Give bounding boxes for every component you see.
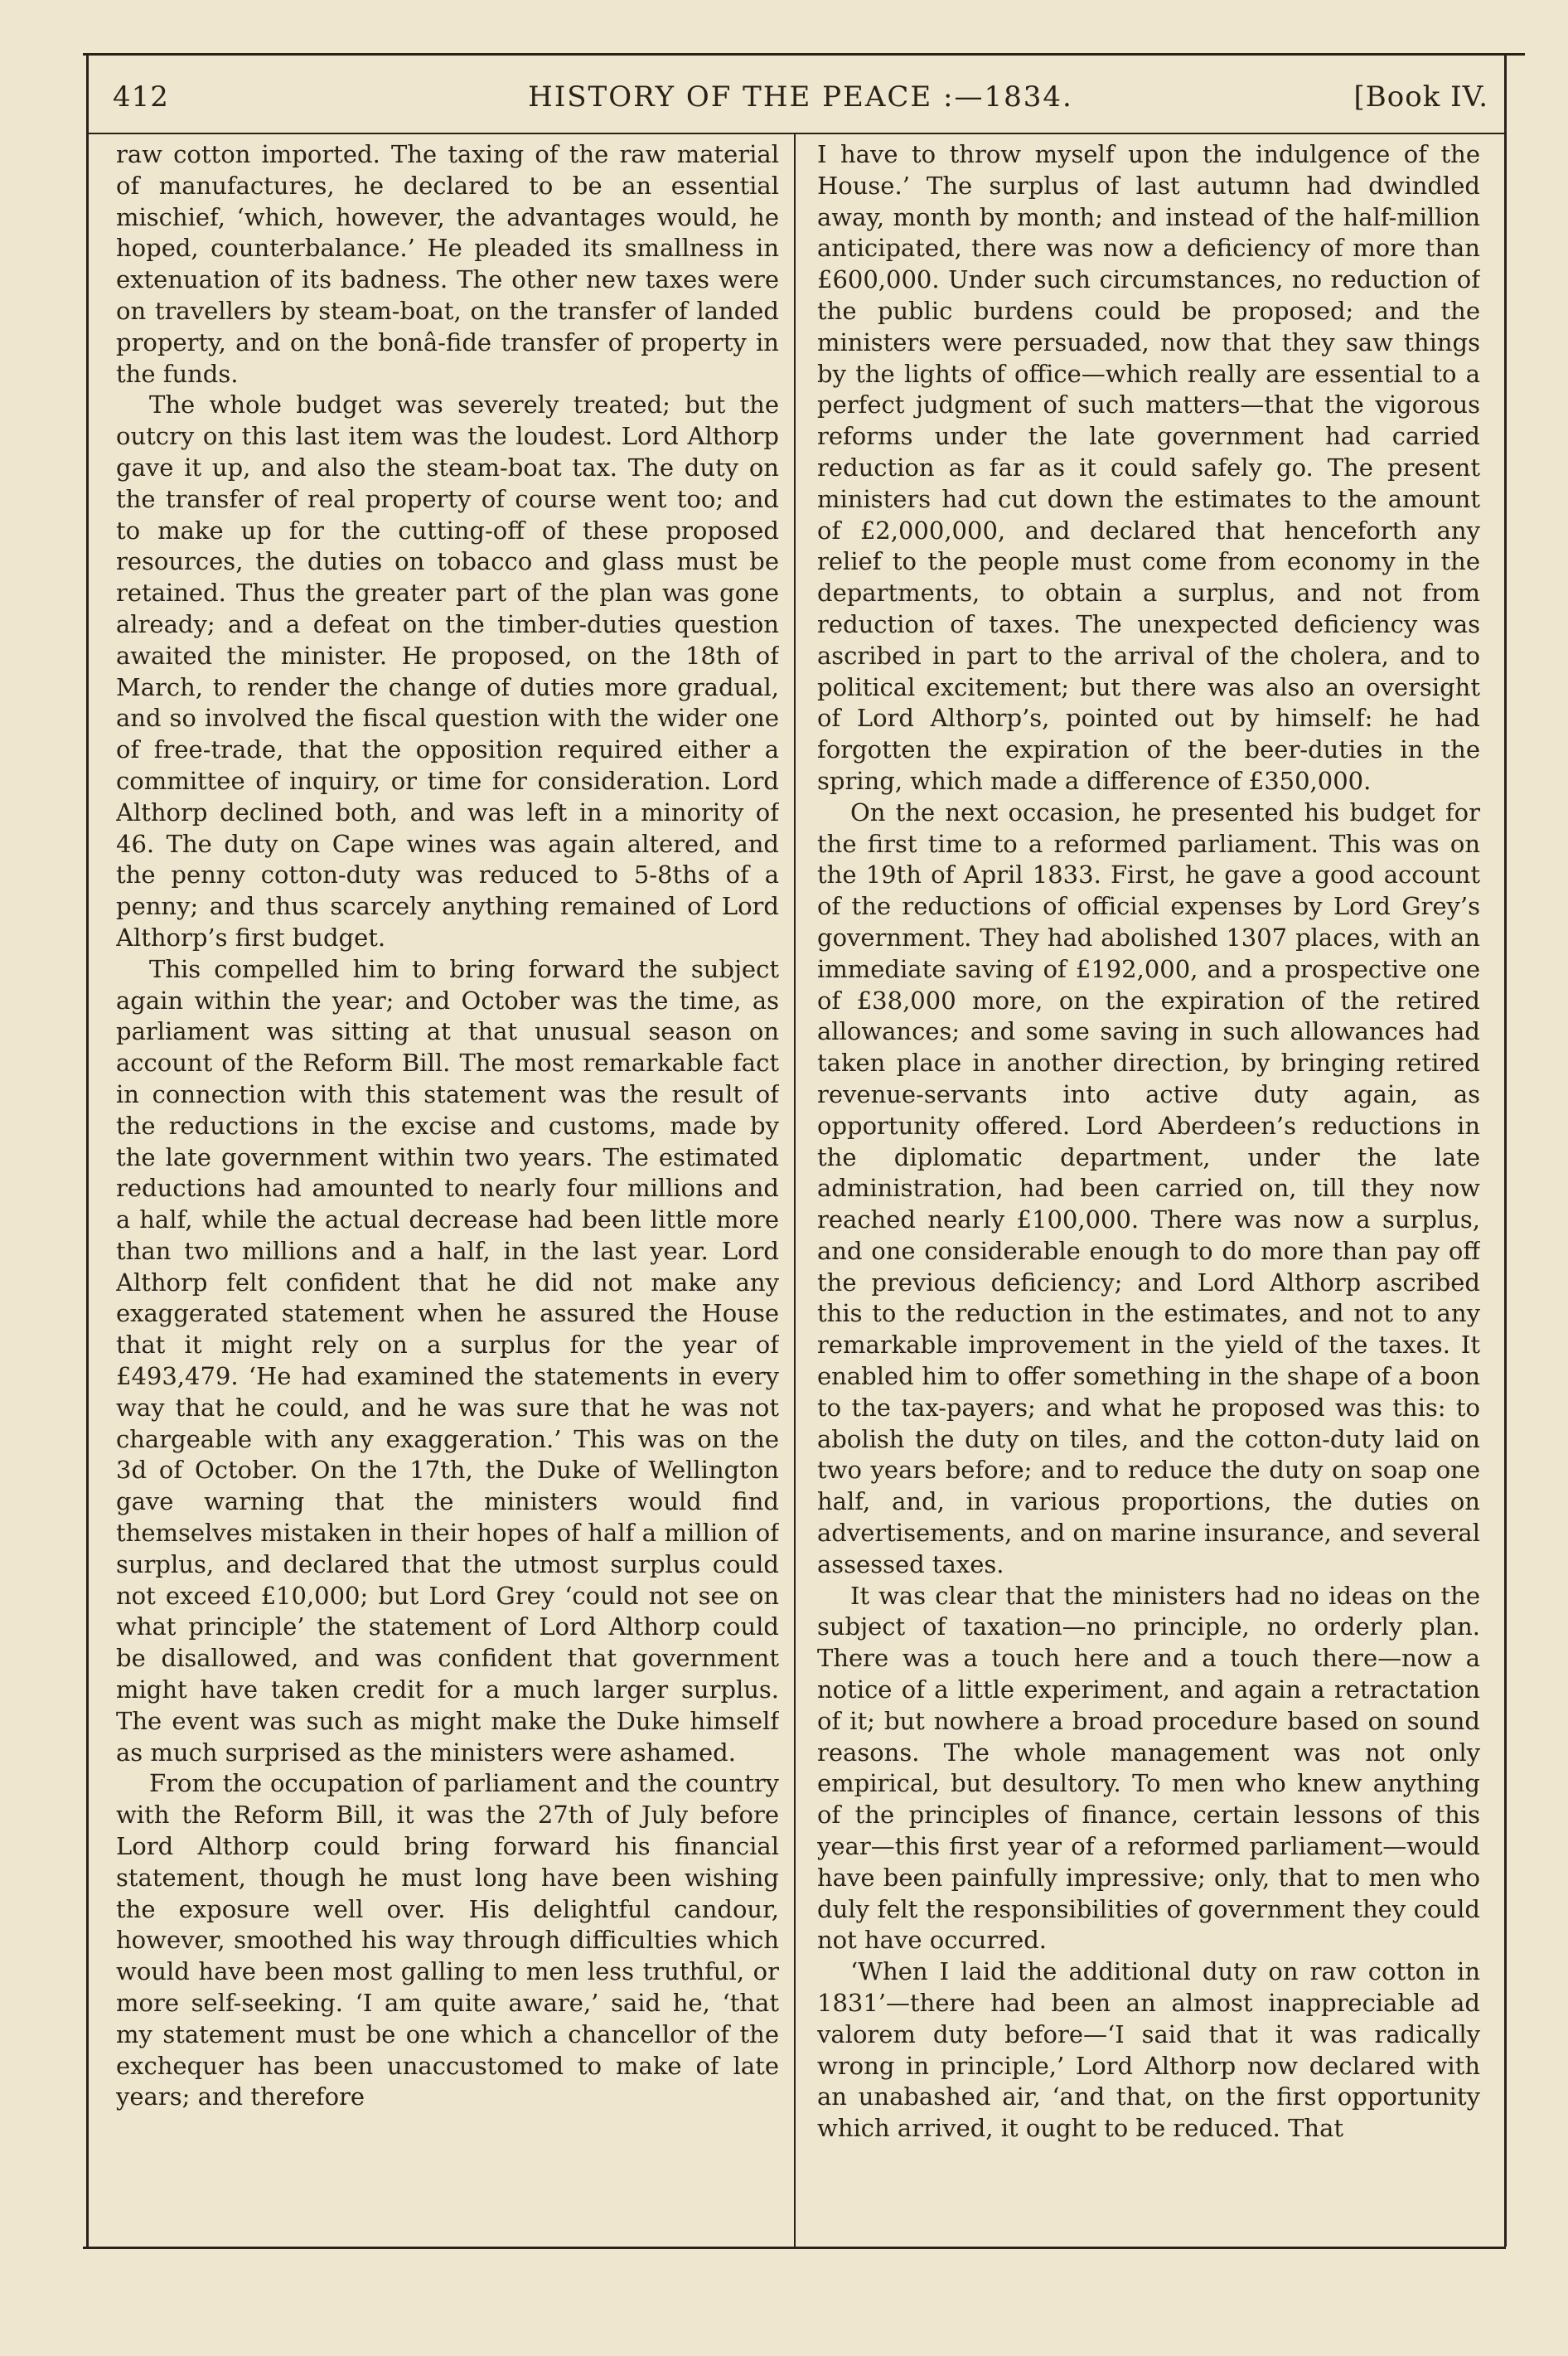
paragraph: This compelled him to bring forward the subject again within the year; and October was the time, as parliament was sitting at that unusual season on account of the Reform Bill. The most remarkable fact in connection with this statement was the result of the reductions in the excise and customs, made by the late government within two years. The estimated reductions had amounted to nearly four millions and a half, while the actual decrease had been little more than two millions and a half, in the last year. Lord Althorp felt confident that he did not make any exaggerated statement when he assured the House that it might rely on a surplus for the year of £493,479. ‘He had examined the statements in every way that he could, and he was sure that he was not chargeable with any exaggeration.’ This was on the 3d of October. On the 17th, the Duke of Wellington gave warning that the ministers would find themselves mistaken in their hopes of half a million of surplus, and declared that the utmost surplus could not exceed £10,000; but Lord Grey ‘could not see on what principle’ the statement of Lord Althorp could be disallowed, and was confident that government might have taken credit for a much larger surplus. The event was such as might make the Duke himself as much surprised as the ministers were ashamed.: [116, 954, 779, 1767]
header-rule: [86, 133, 1506, 134]
running-header: [113, 76, 1488, 118]
paragraph: raw cotton imported. The taxing of the raw material of manufactures, he declared to be an essential mischief, ‘which, however, the advantages would, he hoped, counterbalance.’ He pleaded its smallness in extenuation of its badness. The other new taxes were on travellers by steam-boat, on the transfer of landed property, and on the bonâ-fide transfer of property in the funds.: [116, 140, 779, 388]
paragraph: It was clear that the ministers had no ideas on the subject of taxation—no principle, no orderly plan. There was a touch here and a touch there—now a notice of a little experiment, and again a retractation of it; but nowhere a broad procedure based on sound reasons. The whole management was not only empirical, but desultory. To men who knew anything of the principles of finance, certain lessons of this year—this first year of a reformed parliament—would have been painfully impressive; only, that to men who duly felt the responsibilities of government they could not have occurred.: [817, 1581, 1480, 1955]
right-column: [817, 139, 1480, 2237]
paragraph: I have to throw myself upon the indulgence of the House.’ The surplus of last autumn had dwindled away, month by month; and instead of the half-million anticipated, there was now a deficiency of more than £600,000. Under such circumstances, no reduction of the public burdens could be proposed; and the ministers were persuaded, now that they saw things by the lights of office—which really are essential to a perfect judgment of such matters—that the vigorous reforms under the late government had carried reduction as far as it could safely go. The present ministers had cut down the estimates to the amount of £2,000,000, and declared that henceforth any relief to the people must come from economy in the departments, to obtain a surplus, and not from reduction of taxes. The unexpected deficiency was ascribed in part to the arrival of the cholera, and to political excitement; but there was also an oversight of Lord Althorp’s, pointed out by himself: he had forgotten the expiration of the beer-duties in the spring, which made a difference of £350,000.: [817, 140, 1480, 795]
book-label: [Book IV.: [1353, 80, 1488, 114]
column-divider: [794, 133, 796, 2247]
frame-right-rule: [1504, 53, 1507, 2247]
left-column: [116, 139, 779, 2237]
running-title: HISTORY OF THE PEACE :—1834.: [528, 80, 1073, 114]
paragraph: The whole budget was severely treated; but the outcry on this last item was the loudest. Lord Althorp gave it up, and also the steam-boat tax. The duty on the transfer of real property of course went too; and to make up for the cutting-off of these proposed resources, the duties on tobacco and glass must be retained. Thus the greater part of the plan was gone already; and a defeat on the timber-duties question awaited the minister. He proposed, on the 18th of March, to render the change of duties more gradual, and so involved the fiscal question with the wider one of free-trade, that the opposition required either a committee of inquiry, or time for consideration. Lord Althorp declined both, and was left in a minority of 46. The duty on Cape wines was again altered, and the penny cotton-duty was reduced to 5-8ths of a penny; and thus scarcely anything remained of Lord Althorp’s first budget.: [116, 390, 779, 952]
paragraph: On the next occasion, he presented his budget for the first time to a reformed parliament. This was on the 19th of April 1833. First, he gave a good account of the reductions of official expenses by Lord Grey’s government. They had abolished 1307 places, with an immediate saving of £192,000, and a prospective one of £38,000 more, on the expiration of the retired allowances; and some saving in such allowances had taken place in another direction, by bringing retired revenue-servants into active duty again, as opportunity offered. Lord Aberdeen’s reductions in the diplomatic department, under the late administration, had been carried on, till they now reached nearly £100,000. There was now a surplus, and one considerable enough to do more than pay off the previous deficiency; and Lord Althorp ascribed this to the reduction in the estimates, and not to any remarkable improvement in the yield of the taxes. It enabled him to offer something in the shape of a boon to the tax-payers; and what he proposed was this: to abolish the duty on tiles, and the cotton-duty laid on two years before; and to reduce the duty on soap one half, and, in various proportions, the duties on advertisements, and on marine insurance, and several assessed taxes.: [817, 797, 1480, 1578]
frame-top-rule: [83, 53, 1525, 56]
page-number: 412: [113, 80, 169, 114]
frame-bottom-rule: [83, 2247, 1506, 2249]
frame-left-rule: [86, 53, 89, 2247]
paragraph: From the occupation of parliament and the country with the Reform Bill, it was the 27th of July before Lord Althorp could bring forward his financial statement, though he must long have been wishing the exposure well over. His delightful candour, however, smoothed his way through difficulties which would have been most galling to men less truthful, or more self-seeking. ‘I am quite aware,’ said he, ‘that my statement must be one which a chancellor of the exchequer has been unaccustomed to make of late years; and therefore: [116, 1769, 779, 2111]
paragraph: ‘When I laid the additional duty on raw cotton in 1831’—there had been an almost inappreciable ad valorem duty before—‘I said that it was radically wrong in principle,’ Lord Althorp now declared with an unabashed air, ‘and that, on the first opportunity which arrived, it ought to be reduced. That: [817, 1957, 1480, 2143]
